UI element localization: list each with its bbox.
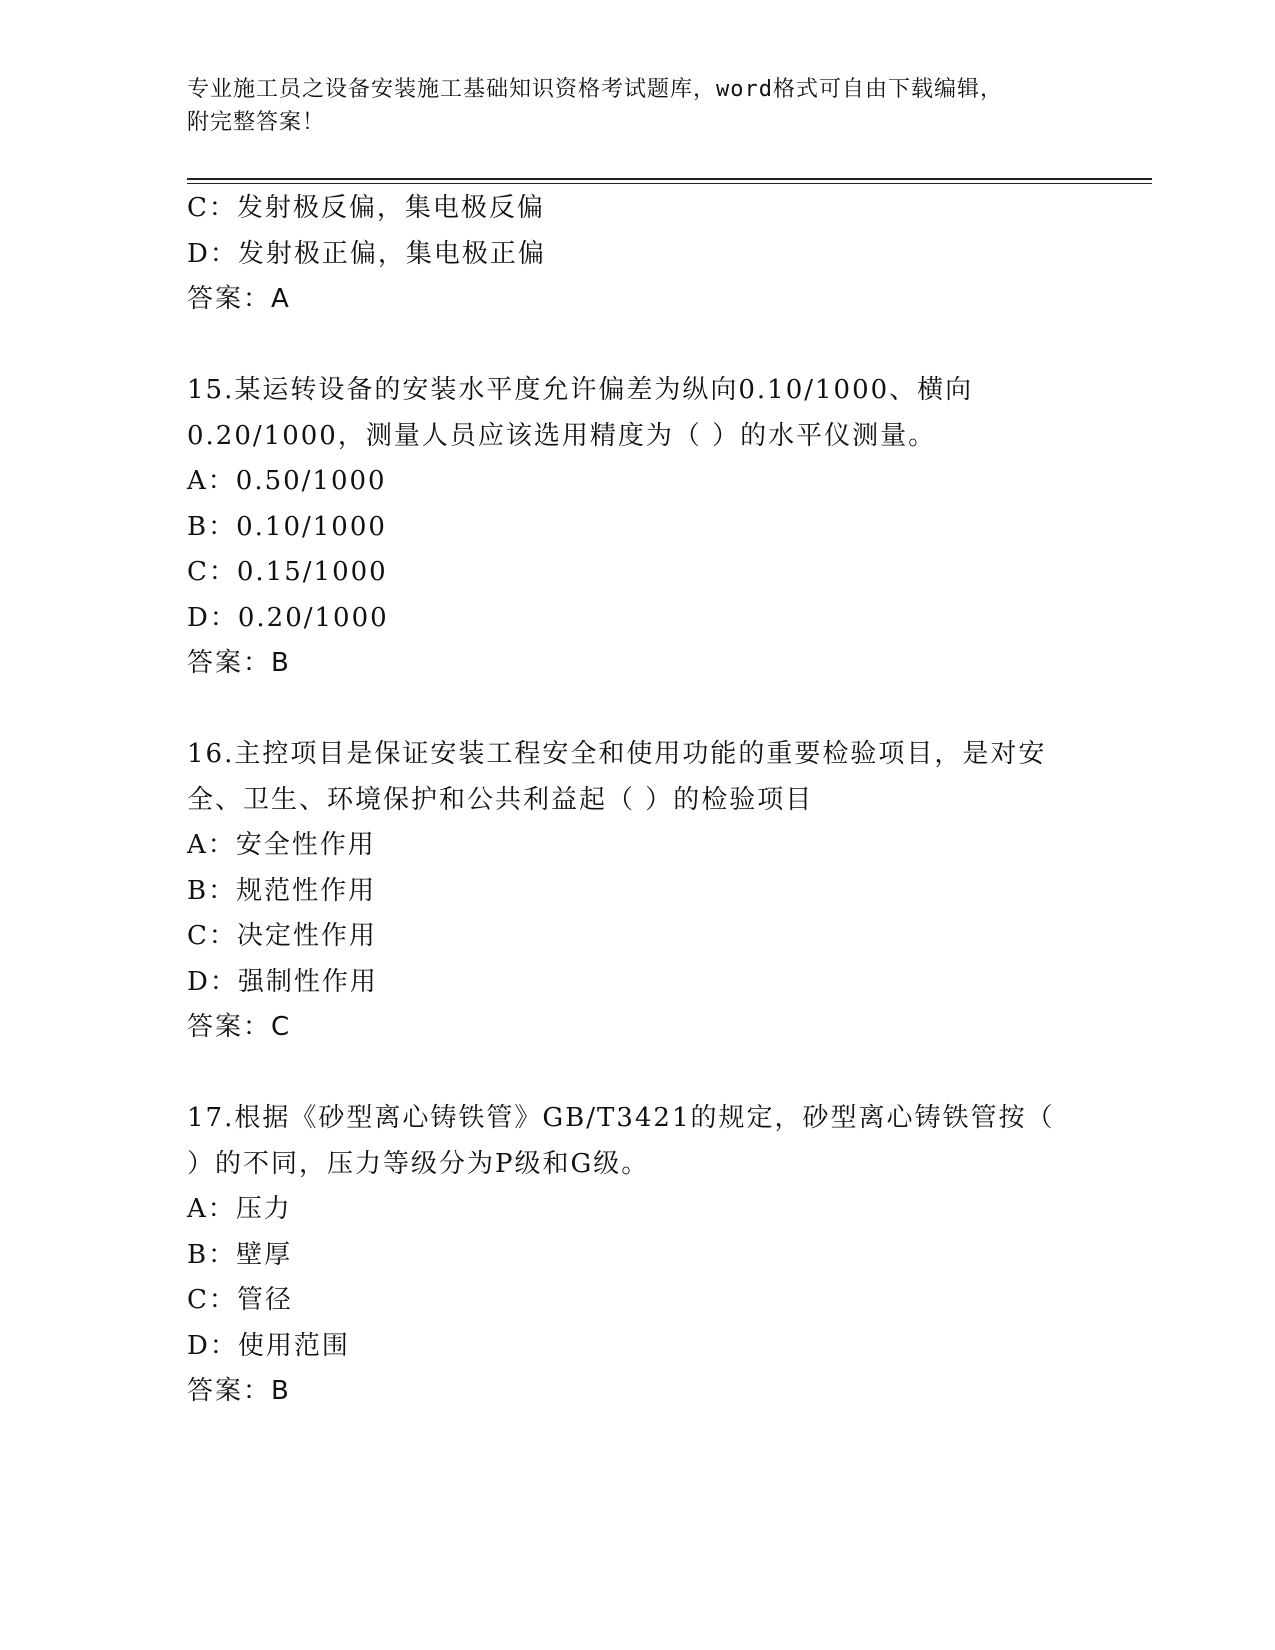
option-a: A：0.50/1000 [187, 466, 387, 496]
question-text-line-1: 15.某运转设备的安装水平度允许偏差为纵向0.10/1000、横向 [187, 375, 974, 405]
spacer [187, 323, 1087, 369]
option-b: B：壁厚 [187, 1239, 293, 1270]
document-header [187, 73, 1087, 139]
option-c: C：发射极反偏，集电极反偏 [187, 193, 545, 223]
question-16 [187, 732, 1087, 1051]
header-line-1: 专业施工员之设备安装施工基础知识资格考试题库，word格式可自由下载编辑， [187, 77, 1003, 102]
answer-line: 答案：A [187, 284, 291, 314]
question-text-line-2: 全、卫生、环境保护和公共利益起（ ）的检验项目 [187, 784, 814, 815]
header-divider-thick [187, 178, 1152, 180]
question-17 [187, 1096, 1087, 1415]
option-d: D：发射极正偏，集电极正偏 [187, 238, 546, 269]
question-text-line-2: ）的不同，压力等级分为P级和G级。 [187, 1148, 650, 1179]
question-text-line-1: 16.主控项目是保证安装工程安全和使用功能的重要检验项目，是对安 [187, 739, 1047, 769]
answer-line: 答案：B [187, 648, 291, 678]
header-divider-thin [187, 183, 1152, 184]
option-d: D：使用范围 [187, 1330, 350, 1361]
question-14-tail [187, 186, 1087, 323]
question-list [187, 186, 1087, 1415]
header-line-2: 附完整答案！ [187, 110, 326, 135]
option-c: C：决定性作用 [187, 921, 377, 951]
question-text-line-1: 17.根据《砂型离心铸铁管》GB/T3421的规定，砂型离心铸铁管按（ [187, 1103, 1055, 1133]
option-a: A：安全性作用 [187, 830, 376, 860]
option-d: D：0.20/1000 [187, 602, 389, 633]
answer-line: 答案：C [187, 1012, 292, 1042]
spacer [187, 1051, 1087, 1097]
option-b: B：0.10/1000 [187, 511, 387, 542]
option-a: A：压力 [187, 1194, 292, 1224]
spacer [187, 687, 1087, 733]
question-text-line-2: 0.20/1000，测量人员应该选用精度为（ ）的水平仪测量。 [187, 420, 937, 451]
question-15 [187, 368, 1087, 687]
option-c: C：管径 [187, 1285, 293, 1315]
option-d: D：强制性作用 [187, 966, 378, 997]
option-c: C：0.15/1000 [187, 557, 388, 587]
answer-line: 答案：B [187, 1376, 291, 1406]
option-b: B：规范性作用 [187, 875, 377, 906]
